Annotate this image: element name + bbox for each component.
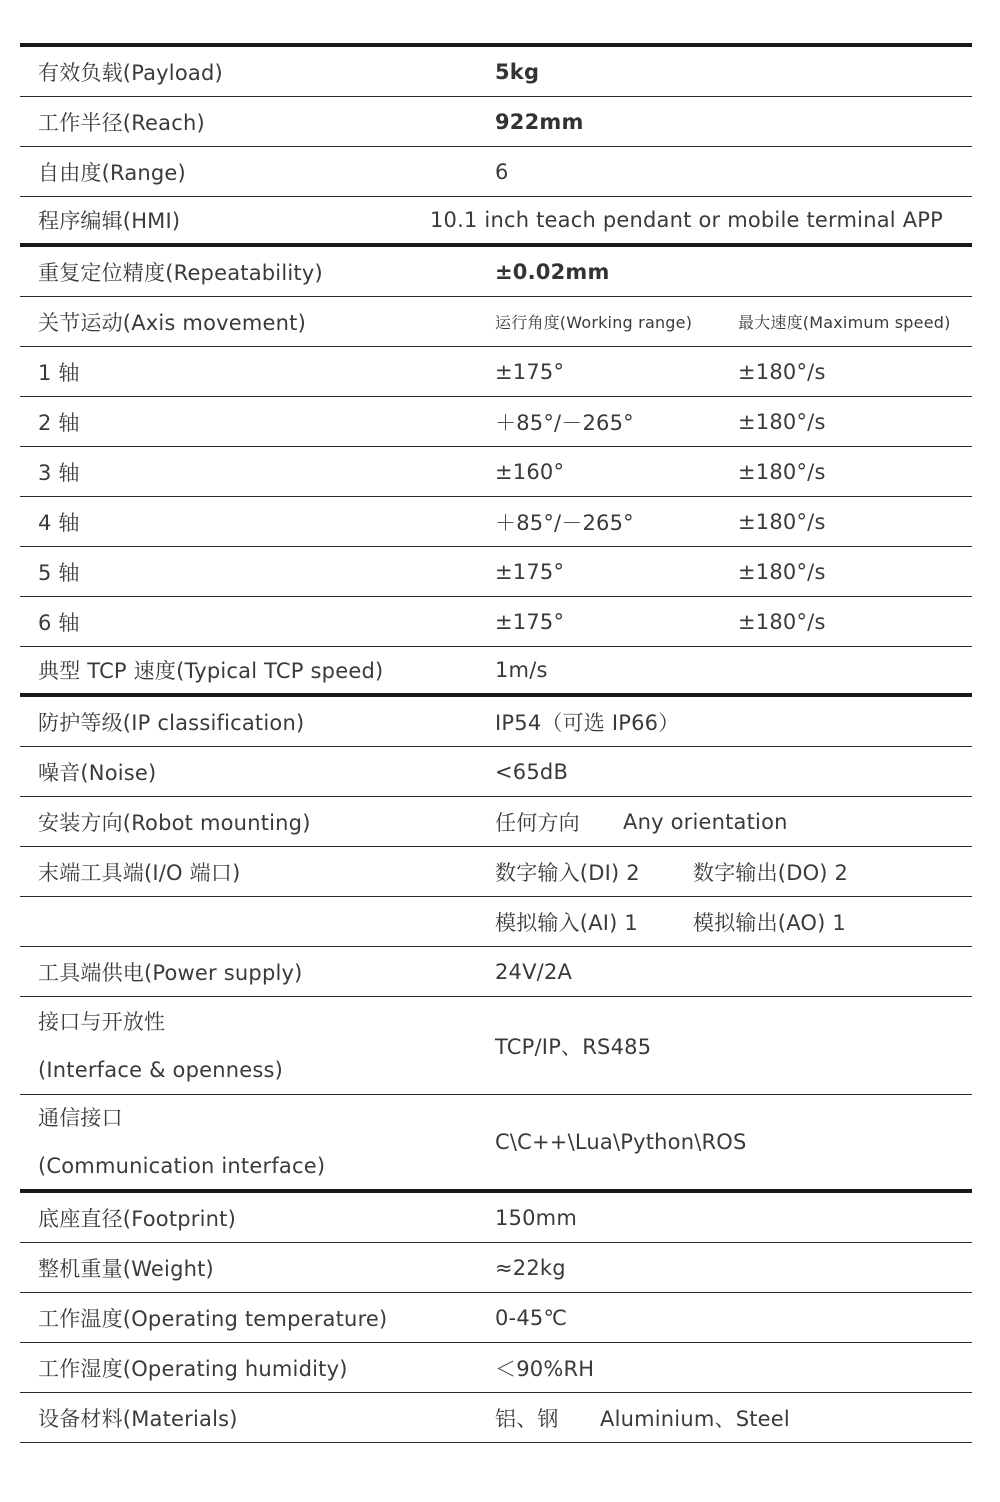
axis-label: 6 轴 xyxy=(38,610,80,635)
spec-row-axis-movement xyxy=(20,297,972,347)
spec-label: 程序编辑(HMI) xyxy=(38,209,181,233)
spec-label: 整机重量(Weight) xyxy=(38,1256,214,1281)
axis-range: ±175° xyxy=(495,559,565,584)
axis-row xyxy=(20,447,972,497)
spec-label: 工具端供电(Power supply) xyxy=(38,960,303,985)
spec-value: ±0.02mm xyxy=(495,259,610,284)
spec-row-repeatability xyxy=(20,247,972,297)
spec-label: 噪音(Noise) xyxy=(38,760,157,785)
spec-row-power xyxy=(20,947,972,997)
spec-value-cn: 铝、钢 xyxy=(495,1406,559,1431)
spec-label: 设备材料(Materials) xyxy=(38,1406,238,1431)
spec-value: <65dB xyxy=(495,759,569,784)
spec-value: 24V/2A xyxy=(495,959,573,984)
axis-label: 1 轴 xyxy=(38,360,80,385)
spec-row-payload xyxy=(20,47,972,97)
spec-row-mounting xyxy=(20,797,972,847)
spec-label: 工作温度(Operating temperature) xyxy=(38,1306,388,1331)
spec-row-materials xyxy=(20,1393,972,1443)
spec-row-range xyxy=(20,147,972,197)
working-range-header: 运行角度(Working range) xyxy=(495,313,693,332)
spec-value: ≈22kg xyxy=(495,1255,566,1280)
spec-row-ip xyxy=(20,697,972,747)
spec-label: 底座直径(Footprint) xyxy=(38,1206,236,1231)
axis-range: ＋85°/－265° xyxy=(495,410,634,435)
spec-row-noise xyxy=(20,747,972,797)
axis-row xyxy=(20,547,972,597)
spec-value: ＜90%RH xyxy=(495,1356,595,1381)
spec-label: 末端工具端(I/O 端口) xyxy=(38,860,241,885)
spec-value: 1m/s xyxy=(495,658,548,682)
axis-range: ＋85°/－265° xyxy=(495,510,634,535)
spec-label xyxy=(38,997,283,1094)
axis-row xyxy=(20,397,972,447)
analog-output: 模拟输出(AO) 1 xyxy=(693,910,846,935)
spec-label: 工作湿度(Operating humidity) xyxy=(38,1356,348,1381)
spec-value: 922mm xyxy=(495,109,584,134)
spec-label: 典型 TCP 速度(Typical TCP speed) xyxy=(38,659,384,683)
spec-label-en: (Interface & openness) xyxy=(38,1057,284,1082)
axis-label: 5 轴 xyxy=(38,560,80,585)
axis-label: 4 轴 xyxy=(38,510,80,535)
spec-label: 防护等级(IP classification) xyxy=(38,710,305,735)
axis-range: ±175° xyxy=(495,609,565,634)
axis-speed: ±180°/s xyxy=(738,609,826,634)
spec-value: 10.1 inch teach pendant or mobile terminal APP xyxy=(430,208,943,232)
spec-value: 150mm xyxy=(495,1205,577,1230)
spec-value-cn: 任何方向 xyxy=(495,810,580,835)
spec-label-cn: 通信接口 xyxy=(38,1106,123,1130)
spec-row-tcp-speed xyxy=(20,647,972,697)
spec-row-io-analog xyxy=(20,897,972,947)
axis-label: 3 轴 xyxy=(38,460,80,485)
axis-label: 2 轴 xyxy=(38,410,80,435)
analog-input: 模拟输入(AI) 1 xyxy=(495,910,638,935)
spec-value: 6 xyxy=(495,159,509,184)
axis-speed: ±180°/s xyxy=(738,559,826,584)
spec-row-weight xyxy=(20,1243,972,1293)
spec-row-temperature xyxy=(20,1293,972,1343)
spec-label: 关节运动(Axis movement) xyxy=(38,310,307,335)
spec-value: 0-45℃ xyxy=(495,1305,568,1330)
digital-output: 数字输出(DO) 2 xyxy=(693,860,849,885)
spec-value: TCP/IP、RS485 xyxy=(495,1034,652,1059)
axis-range: ±160° xyxy=(495,459,565,484)
spec-label xyxy=(38,1095,325,1189)
spec-label: 自由度(Range) xyxy=(38,160,186,185)
spec-row-footprint xyxy=(20,1193,972,1243)
axis-speed: ±180°/s xyxy=(738,359,826,384)
axis-row xyxy=(20,347,972,397)
spec-row-humidity xyxy=(20,1343,972,1393)
spec-value: IP54（可选 IP66） xyxy=(495,710,680,735)
spec-label: 工作半径(Reach) xyxy=(38,110,205,135)
spec-row-communication xyxy=(20,1095,972,1193)
spec-label: 有效负载(Payload) xyxy=(38,60,223,85)
axis-speed: ±180°/s xyxy=(738,459,826,484)
axis-speed: ±180°/s xyxy=(738,509,826,534)
axis-speed: ±180°/s xyxy=(738,409,826,434)
spec-label-en: (Communication interface) xyxy=(38,1154,326,1178)
axis-row xyxy=(20,597,972,647)
max-speed-header: 最大速度(Maximum speed) xyxy=(738,313,951,332)
spec-row-interface xyxy=(20,997,972,1095)
spec-table xyxy=(20,43,972,1443)
digital-input: 数字输入(DI) 2 xyxy=(495,860,640,885)
spec-value-en: Any orientation xyxy=(623,809,788,834)
spec-value-en: Aluminium、Steel xyxy=(600,1406,790,1431)
spec-row-io xyxy=(20,847,972,897)
spec-row-hmi xyxy=(20,197,972,247)
spec-value: C\C++\Lua\Python\ROS xyxy=(495,1130,747,1154)
axis-row xyxy=(20,497,972,547)
spec-label-cn: 接口与开放性 xyxy=(38,1009,166,1034)
spec-label: 重复定位精度(Repeatability) xyxy=(38,260,323,285)
axis-range: ±175° xyxy=(495,359,565,384)
spec-label: 安装方向(Robot mounting) xyxy=(38,810,311,835)
spec-row-reach xyxy=(20,97,972,147)
spec-value: 5kg xyxy=(495,59,540,84)
